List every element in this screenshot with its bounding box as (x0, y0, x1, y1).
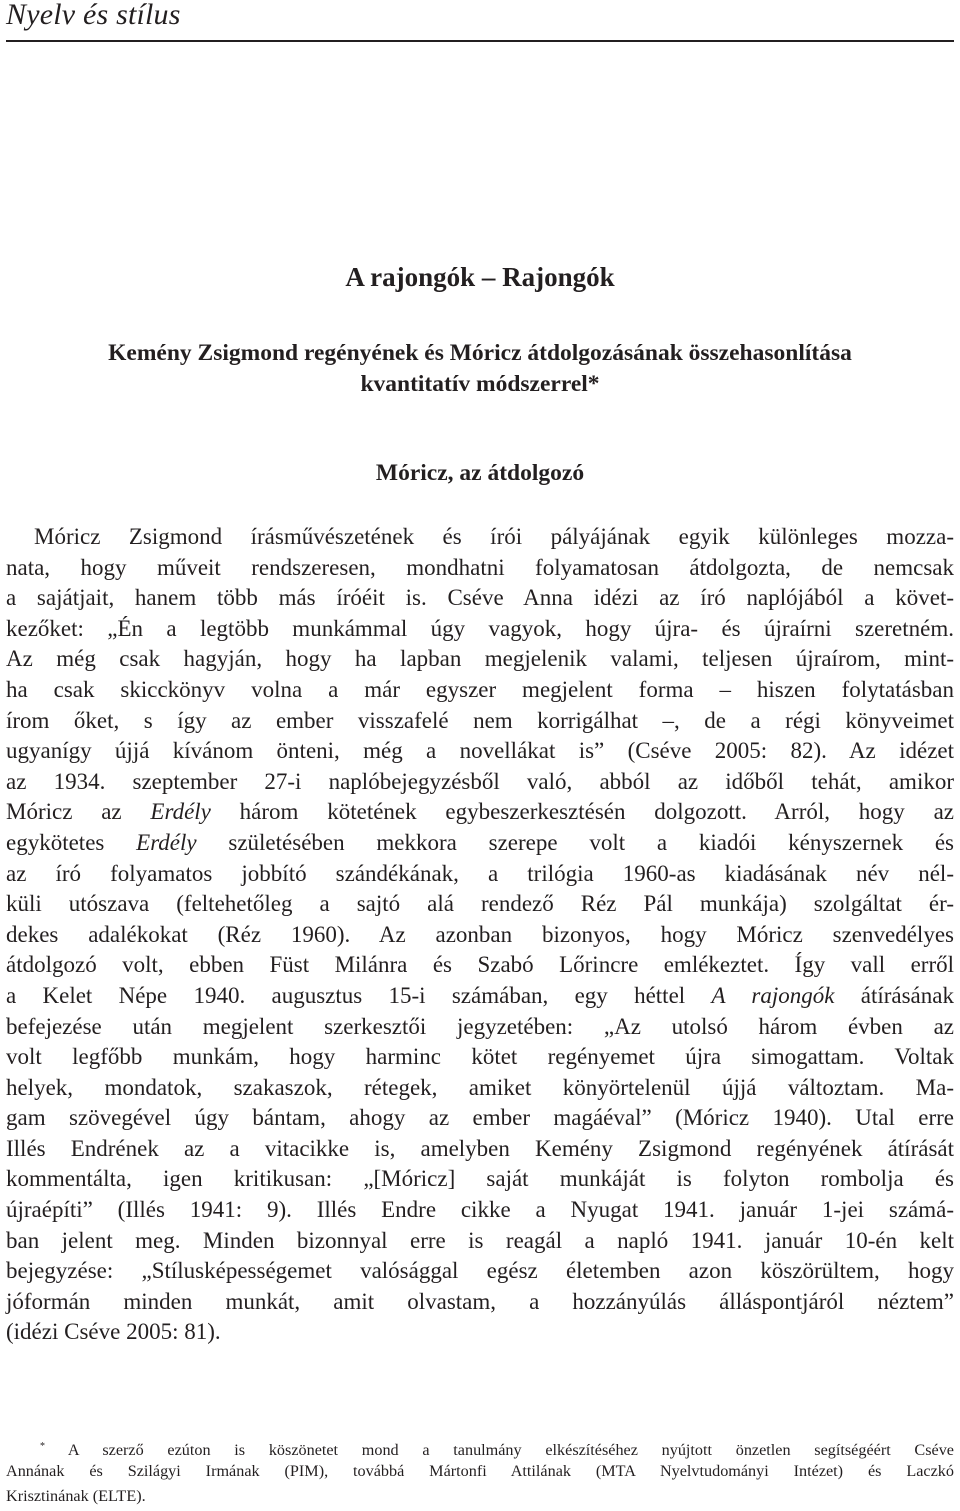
body-line: az 1934. szeptember 27-i naplóbejegyzésből való, abból az időből tehát, amikor (6, 768, 954, 794)
body-line: volt legfőbb munkám, hogy harminc kötet regényemet újra simogattam. Voltak (6, 1044, 954, 1070)
article-subtitle (0, 338, 960, 400)
body-line: a Kelet Népe 1940. augusztus 15-i számában, egy héttel A rajongók átírásának (6, 982, 954, 1008)
body-line: ban jelent meg. Minden bizonnyal erre is reagál a napló 1941. január 10-én kelt (6, 1227, 954, 1253)
footnote (6, 1434, 954, 1509)
body-line: bejegyzése: „Stílusképességemet valósággal egész életemben azon köszörültem, hogy (6, 1258, 954, 1284)
body-line: egykötetes Erdély születésében mekkora szerepe volt a kiadói kényszernek és (6, 829, 955, 855)
running-head (6, 0, 954, 42)
body-line: írom őket, s így az ember visszafelé nem korrigálhat –, de a régi könyveimet (6, 707, 954, 733)
body-line: Illés Endrének az a vitacikke is, amelyben Kemény Zsigmond regényének átírását (6, 1135, 954, 1161)
body-line: jóformán minden munkát, amit olvastam, a hozzányúlás álláspontjáról néztem” (6, 1288, 954, 1314)
body-line: Móricz Zsigmond írásművészetének és írói pályájának egyik különleges mozza- (34, 524, 954, 549)
footnote-line-1-text: A szerző ezúton is köszönetet mond a tanulmány elkészítéséhez nyújtott önzetlen segítségéért Cséve (67, 1441, 954, 1459)
body-line: kommentálta, igen kritikusan: „[Móricz] saját munkáját is folyton rombolja és (6, 1166, 954, 1192)
body-line: gam szövegével úgy bántam, ahogy az ember magáéval” (Móricz 1940). Utal erre (6, 1105, 954, 1131)
article-title: A rajongók – Rajongók (345, 262, 615, 292)
body-line: újraépíti” (Illés 1941: 9). Illés Endre cikke a Nyugat 1941. január 1-jei számá- (6, 1197, 954, 1223)
subtitle-line-2: kvantitatív módszerrel* (360, 371, 600, 397)
body-line: küli utószava (feltehetőleg a sajtó alá rendező Réz Pál munkája) szolgáltat ér- (6, 891, 954, 917)
body-line: ha csak skicckönyv volna a már egyszer megjelent forma – hiszen folytatásban (6, 676, 954, 702)
body-line: (idézi Cséve 2005: 81). (6, 1319, 221, 1345)
body-line: nata, hogy műveit rendszeresen, mondhatni folyamatosan átdolgozta, de nemcsak (6, 554, 954, 580)
subtitle-line-1: Kemény Zsigmond regényének és Móricz átdolgozásának összehasonlítása (108, 340, 852, 366)
body-line: a sajátjait, hanem több más íróéit is. Cséve Anna idézi az író naplójából a követ- (6, 585, 954, 611)
section-heading: Móricz, az átdolgozó (375, 460, 585, 486)
body-line: befejezése után megjelent szerkesztői jegyzetében: „Az utolsó három évben az (6, 1013, 954, 1039)
running-head-text: Nyelv és stílus (6, 0, 181, 31)
body-line: Az még csak hagyján, hogy ha lapban megjelenik valami, teljesen újraírom, mint- (6, 646, 954, 672)
body-text (6, 522, 954, 1348)
body-line: az író folyamatos jobbító szándékának, a trilógia 1960-as kiadásának név nél- (6, 860, 954, 886)
body-line: Móricz az Erdély három kötetének egybeszerkesztésén dolgozott. Arról, hogy az (6, 799, 954, 825)
body-line: ugyanígy újjá kívánom önteni, még a novellákat is” (Cséve 2005: 82). Az idézet (6, 738, 954, 764)
footnote-line: Annának és Szilágyi Irmának (PIM), továbbá Mártonfi Attilának (MTA Nyelvtudományi Intézet) és Laczkó (6, 1462, 954, 1480)
body-line: dekes adalékokat (Réz 1960). Az azonban bizonyos, hogy Móricz szenvedélyes (6, 921, 954, 947)
body-line: helyek, mondatok, szakaszok, rétegek, amiket könyörtelenül újjá változtam. Ma- (6, 1074, 954, 1100)
body-line: kezőket: „Én a legtöbb munkámmal úgy vagyok, hogy újra- és újraírni szeretném. (6, 615, 954, 641)
body-line: átdolgozó volt, ebben Füst Milánra és Szabó Lőrincre emlékeztet. Így vall erről (6, 952, 954, 978)
footnote-line: Krisztinának (ELTE). (6, 1487, 146, 1505)
footnote-marker: * (40, 1441, 45, 1452)
footnote-line (6, 1434, 954, 1459)
